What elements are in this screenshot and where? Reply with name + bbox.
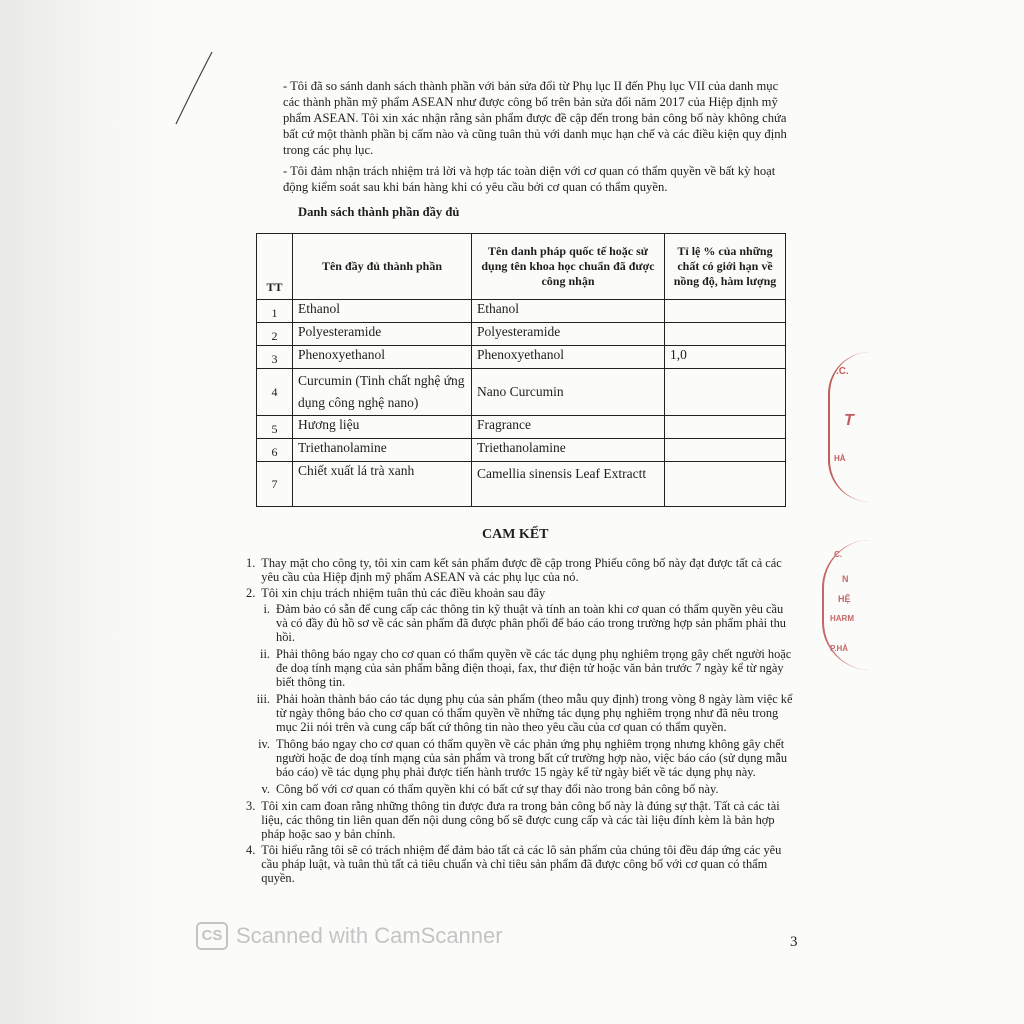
seal-stamp-upper: .C. T HÀ xyxy=(828,352,870,502)
cell-tt: 4 xyxy=(257,369,293,416)
cell-intl-name: Phenoxyethanol xyxy=(472,346,665,369)
cell-ratio xyxy=(665,323,786,346)
header-full-name: Tên đầy đủ thành phần xyxy=(293,234,472,300)
table-row xyxy=(257,346,786,369)
subitem-text: Phải thông báo ngay cho cơ quan có thẩm quyền về các tác dụng phụ nghiêm trọng gây chết người hoặc đe doạ tính mạng của sản phẩm bằng điện thoại, fax, thư điện tử hoặc văn bản trước 7 ngày kể từ ngày biết thông tin. xyxy=(276,647,792,689)
commitment-subitem xyxy=(246,692,794,734)
seal-stamp-lower: C. N HỆ HARM P.HÀ xyxy=(822,540,870,670)
ingredient-list-title: Danh sách thành phần đầy đủ xyxy=(298,205,460,219)
item-text: Thay mặt cho công ty, tôi xin cam kết sản phẩm được đề cập trong Phiếu công bố này đạt được tất cả các yêu cầu của Hiệp định mỹ phẩm ASEAN và các phụ lục của nó. xyxy=(261,556,782,584)
subitem-text: Thông báo ngay cho cơ quan có thẩm quyền về các phản ứng phụ nghiêm trọng nhưng không gây chết người hoặc đe doạ tính mạng của sản phẩm và trong bất cứ trường hợp nào, việc báo cáo (sử dụng mẫu báo cáo) về tác dụng phụ phải được tiến hành trước 15 ngày kể từ ngày biết về tác dụng phụ này. xyxy=(276,737,788,779)
cell-tt: 7 xyxy=(257,462,293,507)
subitem-marker: v. xyxy=(261,782,270,796)
commitment-item xyxy=(246,586,794,600)
subitem-text: Công bố với cơ quan có thẩm quyền khi có bất cứ sự thay đổi nào trong bản công bố này. xyxy=(276,782,719,796)
cell-tt: 3 xyxy=(257,346,293,369)
item-marker: 1. xyxy=(246,556,256,570)
cell-full-name: Curcumin (Tinh chất nghệ ứng dụng công nghệ nano) xyxy=(293,369,472,416)
ingredient-table xyxy=(256,233,786,507)
cell-tt: 2 xyxy=(257,323,293,346)
intro-paragraph-1: - Tôi đã so sánh danh sách thành phần với bản sửa đổi từ Phụ lục II đến Phụ lục VII của danh mục các thành phần mỹ phẩm ASEAN như được công bố trên bản sửa đổi năm 2017 của Hiệp định mỹ phẩm ASEAN. Tôi xin xác nhận rằng sản phẩm được đề cập đến trong bản công bố này không chứa bất cứ một thành phần bị cấm nào và cũng tuân thủ với danh mục hạn chế và các điều kiện quy định trong các phụ lục. xyxy=(283,79,787,157)
table-row xyxy=(257,300,786,323)
commitment-item xyxy=(246,556,794,584)
table-header-row xyxy=(257,234,786,300)
item-marker: 3. xyxy=(246,799,256,813)
cell-intl-name: Ethanol xyxy=(472,300,665,323)
cell-intl-name: Fragrance xyxy=(472,416,665,439)
cell-intl-name: Camellia sinensis Leaf Extractt xyxy=(472,462,665,507)
subitem-marker: iii. xyxy=(256,692,270,706)
camscanner-watermark xyxy=(196,922,503,950)
subitem-marker: iv. xyxy=(258,737,270,751)
cell-tt: 6 xyxy=(257,439,293,462)
intro-paragraph-2: - Tôi đảm nhận trách nhiệm trả lời và hợp tác toàn diện với cơ quan có thẩm quyền về bất kỳ hoạt động kiểm soát sau khi bán hàng khi có yêu cầu bởi cơ quan có thẩm quyền. xyxy=(283,164,776,194)
item-text: Tôi xin cam đoan rằng những thông tin được đưa ra trong bản công bố này là đúng sự thật. Tất cả các tài liệu, các thông tin liên quan đến nội dung công bố sẽ được cung cấp và các tài liệu đính kèm là bản hợp pháp hoặc sao y bản chính. xyxy=(261,799,780,841)
item-marker: 2. xyxy=(246,586,256,600)
commitment-subitem xyxy=(246,647,794,689)
table-row xyxy=(257,439,786,462)
cell-intl-name: Triethanolamine xyxy=(472,439,665,462)
header-tt: TT xyxy=(257,234,293,300)
commitment-item xyxy=(246,843,794,885)
cell-intl-name: Nano Curcumin xyxy=(472,369,665,416)
commitment-subitem xyxy=(246,782,794,796)
cell-ratio xyxy=(665,416,786,439)
commitment-item xyxy=(246,799,794,841)
item-text: Tôi xin chịu trách nhiệm tuân thủ các điều khoản sau đây xyxy=(261,586,546,600)
cell-ratio xyxy=(665,300,786,323)
table-row xyxy=(257,416,786,439)
subitem-marker: ii. xyxy=(260,647,270,661)
header-ratio: Tỉ lệ % của những chất có giới hạn về nồng độ, hàm lượng xyxy=(665,234,786,300)
commitment-section xyxy=(246,556,794,887)
cell-ratio xyxy=(665,369,786,416)
table-row xyxy=(257,323,786,346)
item-text: Tôi hiểu rằng tôi sẽ có trách nhiệm để đảm bảo tất cả các lô sản phẩm của chúng tôi đều đáp ứng các yêu cầu pháp luật, và tuân thủ tất cả tiêu chuẩn và chỉ tiêu sản phẩm đã được công bố với cơ quan có thẩm quyền. xyxy=(261,843,782,885)
cell-full-name: Chiết xuất lá trà xanh xyxy=(293,462,472,507)
watermark-text: Scanned with CamScanner xyxy=(236,923,503,948)
header-intl-name: Tên danh pháp quốc tế hoặc sử dụng tên khoa học chuẩn đã được công nhận xyxy=(472,234,665,300)
intro-paragraphs xyxy=(283,78,793,200)
cell-intl-name: Polyesteramide xyxy=(472,323,665,346)
table-row xyxy=(257,369,786,416)
commitment-title: CAM KẾT xyxy=(482,527,549,542)
cell-full-name: Phenoxyethanol xyxy=(293,346,472,369)
subitem-text: Phải hoàn thành báo cáo tác dụng phụ của sản phẩm (theo mẫu quy định) trong vòng 8 ngày làm việc kể từ ngày thông báo cho cơ quan có thẩm quyền về những tác dụng phụ nghiêm trọng như đã nêu trong mục 2ii nói trên và cung cấp bất cứ thông tin nào theo yêu cầu của cơ quan có thẩm quyền. xyxy=(276,692,793,734)
cell-full-name: Ethanol xyxy=(293,300,472,323)
subitem-marker: i. xyxy=(263,602,270,616)
cell-ratio xyxy=(665,439,786,462)
cell-tt: 1 xyxy=(257,300,293,323)
camscanner-logo-icon: CS xyxy=(196,922,228,950)
cell-full-name: Hương liệu xyxy=(293,416,472,439)
pen-stroke-mark xyxy=(170,50,220,130)
cell-full-name: Triethanolamine xyxy=(293,439,472,462)
cell-ratio xyxy=(665,462,786,507)
subitem-text: Đảm bảo có sẵn để cung cấp các thông tin kỹ thuật và tính an toàn khi cơ quan có thẩm quyền yêu cầu và có đầy đủ hồ sơ về các sản phẩm đã được phân phối để báo cáo trong trường hợp sản phẩm phải thu hồi. xyxy=(276,602,787,644)
cell-ratio: 1,0 xyxy=(665,346,786,369)
item-marker: 4. xyxy=(246,843,256,857)
commitment-subitem xyxy=(246,737,794,779)
page-number: 3 xyxy=(790,934,798,950)
page-edge-shadow xyxy=(0,0,170,1024)
commitment-subitem xyxy=(246,602,794,644)
cell-tt: 5 xyxy=(257,416,293,439)
table-row xyxy=(257,462,786,507)
cell-full-name: Polyesteramide xyxy=(293,323,472,346)
